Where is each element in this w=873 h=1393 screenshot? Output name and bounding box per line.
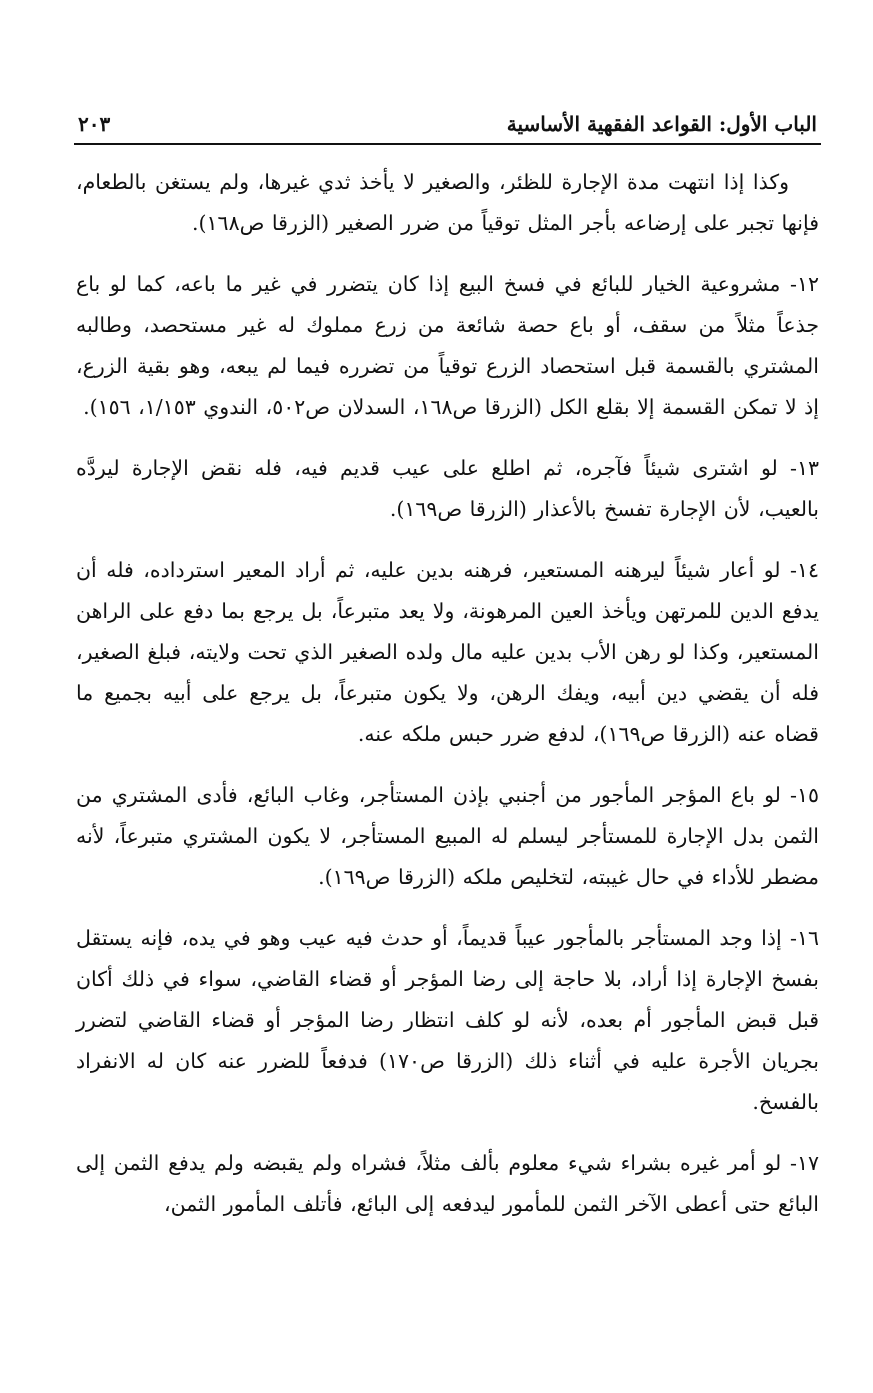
running-header (78, 108, 817, 140)
page-number: ٢٠٣ (78, 112, 111, 136)
paragraph-item-13: ١٣- لو اشترى شيئاً فآجره، ثم اطلع على عيب قديم فيه، فله نقض الإجارة ليردَّه بالعيب، لأن الإجارة تفسخ بالأعذار (الزرقا ص١٦٩). (76, 456, 819, 521)
paragraph-item-14: ١٤- لو أعار شيئاً ليرهنه المستعير، فرهنه بدين عليه، ثم أراد المعير استرداده، فله أن يدفع الدين للمرتهن ويأخذ العين المرهونة، ولا يعد متبرعاً، بل يرجع بما دفع على الراهن المستعير، وكذا لو رهن الأب بدين عليه مال ولده الصغير الذي تحت ولايته، فبلغ الصغير، فله أن يقضي دين أبيه، ويفك الرهن، ولا يكون متبرعاً، بل يرجع على أبيه بجميع ما قضاه عنه (الزرقا ص١٦٩)، لدفع ضرر حبس ملكه عنه. (76, 558, 819, 746)
paragraph-item-16: ١٦- إذا وجد المستأجر بالمأجور عيباً قديماً، أو حدث فيه عيب وهو في يده، فإنه يستقل بفسخ الإجارة إذا أراد، بلا حاجة إلى رضا المؤجر أو قضاء القاضي، سواء في ذلك أكان قبل قبض المأجور أم بعده، لأنه لو كلف انتظار رضا المؤجر أو قضاء القاضي لتضرر بجريان الأجرة عليه في أثناء ذلك (الزرقا ص١٧٠) فدفعاً للضرر عنه كان له الانفراد بالفسخ. (76, 926, 820, 1114)
chapter-title: الباب الأول: القواعد الفقهية الأساسية (506, 112, 817, 136)
paragraph-continuation: وكذا إذا انتهت مدة الإجارة للظئر، والصغير لا يأخذ ثدي غيرها، ولم يستغن بالطعام، فإنها تجبر على إرضاعه بأجر المثل توقياً من ضرر الصغير (الزرقا ص١٦٨). (76, 170, 819, 235)
paragraph-item-12: ١٢- مشروعية الخيار للبائع في فسخ البيع إذا كان يتضرر في غير ما باعه، كما لو باع جذعاً مثلاً من سقف، أو باع حصة شائعة من زرع مملوك له غير مستحصد، وطالبه المشتري بالقسمة قبل استحصاد الزرع توقياً من تضرره فيما لم يبعه، وهو بقية الزرع، إذ لا تمكن القسمة إلا بقلع الكل (الزرقا ص١٦٨، السدلان ص٥٠٢، الندوي ١/١٥٣، ١٥٦). (76, 272, 819, 419)
header-rule (74, 143, 821, 145)
paragraph-item-17: ١٧- لو أمر غيره بشراء شيء معلوم بألف مثلاً، فشراه ولم يقبضه ولم يدفع الثمن إلى البائع حتى أعطى الآخر الثمن للمأمور ليدفعه إلى البائع، فأتلف المأمور الثمن، (76, 1151, 819, 1216)
paragraph-item-15: ١٥- لو باع المؤجر المأجور من أجنبي بإذن المستأجر، وغاب البائع، فأدى المشتري من الثمن بدل الإجارة للمستأجر ليسلم له المبيع المستأجر، لا يكون المشتري متبرعاً، لأنه مضطر للأداء في حال غيبته، لتخليص ملكه (الزرقا ص١٦٩). (76, 783, 819, 889)
body-text (76, 162, 819, 1245)
